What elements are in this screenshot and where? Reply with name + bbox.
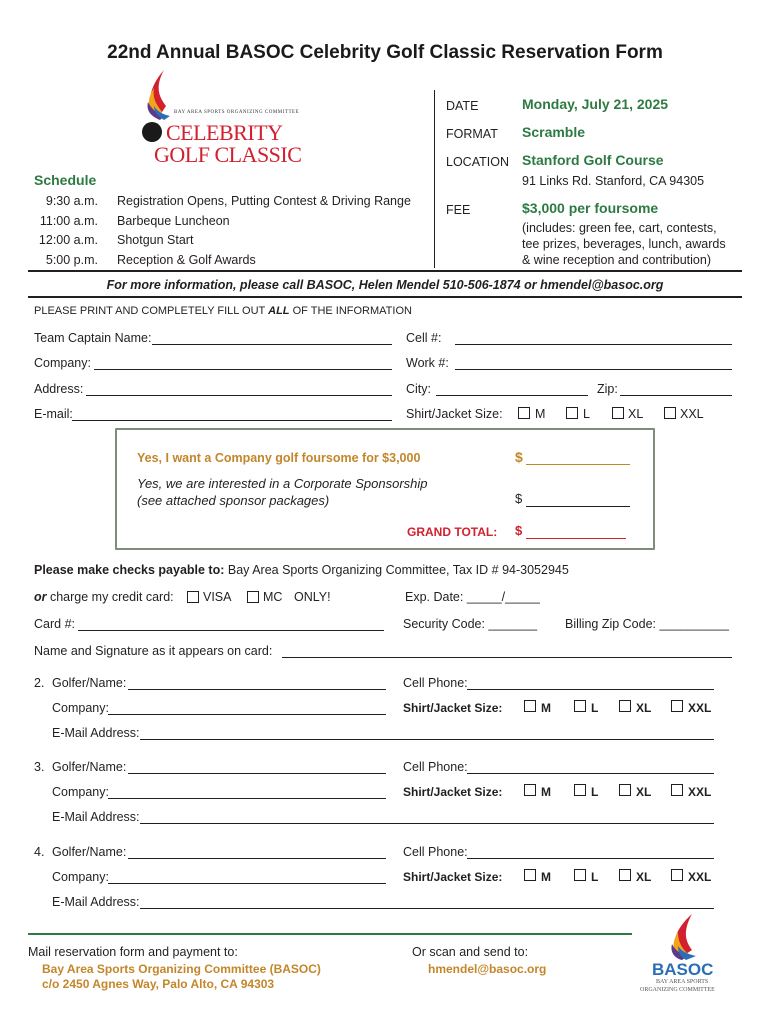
celebrity-golf-logo [136,66,316,170]
location-value: Stanford Golf Course [522,152,664,168]
name-signature-field[interactable] [282,657,732,658]
cell-label: Cell #: [406,331,442,345]
address-label: Address: [34,382,84,396]
schedule-time: 12:00 a.m. [38,233,98,247]
basoc-sub-1: BAY AREA SPORTS [656,979,709,985]
size-xxl-label: XXL [688,870,712,884]
size-xl-checkbox[interactable] [619,869,631,881]
golfer-email-label: E-Mail Address: [52,810,140,824]
captain-size-options [518,406,738,422]
cell-phone-label: Cell Phone: [403,760,468,774]
size-xl-label: XL [636,785,652,799]
checks-payable-value: Bay Area Sports Organizing Committee, Tax ID # 94-3052945 [227,563,569,577]
size-l-label: L [591,785,599,799]
size-m-label: M [541,870,551,884]
golfer-email-field[interactable] [140,739,714,740]
cell-phone-field[interactable] [467,773,714,774]
golfer-number: 2. [34,676,45,690]
sponsor-dollar: $ [515,491,523,506]
size-m-checkbox[interactable] [524,784,536,796]
size-m-label: M [541,785,551,799]
golfer-shirt-label: Shirt/Jacket Size: [403,701,503,715]
logo-line-1: CELEBRITY [166,120,283,145]
mc-label: MC [263,590,283,604]
golfer-number: 4. [34,845,45,859]
location-label: LOCATION [446,155,509,169]
city-label: City: [406,382,431,396]
golfer-company-field[interactable] [108,798,386,799]
charge-label: charge my credit card: [49,590,174,604]
company-label: Company: [34,356,91,370]
security-code: Security Code: _______ [403,617,538,631]
basoc-sub-2: ORGANIZING COMMITTEE [640,987,715,993]
instructions-all: ALL [268,305,290,317]
fee-value: $3,000 per foursome [522,200,659,216]
schedule-item [34,194,424,214]
vertical-divider [434,90,435,268]
golfer-name-label: Golfer/Name: [52,760,127,774]
email-field[interactable] [72,420,392,421]
golfer-name-field[interactable] [128,689,386,690]
golfer-email-label: E-Mail Address: [52,895,140,909]
name-signature-label: Name and Signature as it appears on card: [34,644,273,658]
card-number-label: Card #: [34,617,75,631]
schedule-item [34,214,424,234]
card-number-field[interactable] [78,630,384,631]
team-captain-field[interactable] [152,344,392,345]
golfer-block [0,760,770,830]
schedule-desc: Barbeque Luncheon [117,213,230,228]
cell-field[interactable] [455,344,732,345]
golfer-name-label: Golfer/Name: [52,676,127,690]
instructions-text-2: OF THE INFORMATION [292,305,412,317]
exp-date: Exp. Date: _____/_____ [405,590,540,604]
instructions [34,305,412,317]
format-label: FORMAT [446,127,498,141]
page-title: 22nd Annual BASOC Celebrity Golf Classic Reservation Form [107,42,663,63]
golfer-email-field[interactable] [140,908,714,909]
work-field[interactable] [455,369,732,370]
billing-zip: Billing Zip Code: __________ [565,617,730,631]
size-m-checkbox[interactable] [524,700,536,712]
cell-phone-label: Cell Phone: [403,676,468,690]
email-label: E-mail: [34,407,73,421]
golfer-block [0,845,770,915]
mail-org: Bay Area Sports Organizing Committee (BASOC) [42,962,321,976]
size-m-label: M [541,701,551,715]
foursome-amount-field[interactable] [526,464,630,465]
fee-note-3: & wine reception and contribution) [522,253,712,267]
golfer-email-label: E-Mail Address: [52,726,140,740]
size-l-label: L [583,407,590,421]
golfer-company-label: Company: [52,870,109,884]
size-xxl-label: XXL [688,785,712,799]
scan-email: hmendel@basoc.org [428,962,547,976]
logo-line-2: GOLF CLASSIC [154,142,302,167]
schedule-desc: Registration Opens, Putting Contest & Driving Range [117,194,411,208]
mail-label: Mail reservation form and payment to: [28,945,238,959]
only-label: ONLY! [294,590,331,604]
size-xxl-checkbox[interactable] [671,869,683,881]
instructions-text-1: PLEASE PRINT AND COMPLETELY FILL OUT [34,305,266,317]
size-m-label: M [535,407,546,421]
fee-label: FEE [446,203,471,217]
size-xxl-label: XXL [680,407,704,421]
mc-checkbox[interactable] [247,591,259,603]
date-value: Monday, July 21, 2025 [522,96,669,112]
cell-phone-label: Cell Phone: [403,845,468,859]
schedule-time: 9:30 a.m. [45,194,98,208]
sponsor-amount-field[interactable] [526,506,630,507]
size-l-checkbox[interactable] [574,784,586,796]
visa-checkbox[interactable] [187,591,199,603]
schedule-desc: Reception & Golf Awards [117,252,256,267]
mail-address: c/o 2450 Agnes Way, Palo Alto, CA 94303 [42,977,275,991]
size-l-label: L [591,870,599,884]
size-xl-checkbox[interactable] [612,407,624,419]
size-xxl-checkbox[interactable] [664,407,676,419]
flame-icon [666,912,706,962]
golfer-block [0,676,770,746]
grand-total-field[interactable] [526,538,626,539]
size-xxl-checkbox[interactable] [671,784,683,796]
size-l-checkbox[interactable] [566,407,578,419]
golfer-name-field[interactable] [128,858,386,859]
size-xl-checkbox[interactable] [619,700,631,712]
info-line: For more information, please call BASOC, Helen Mendel 510-506-1874 or hmendel@basoc.org [106,278,664,292]
golfer-number: 3. [34,760,45,774]
size-m-checkbox[interactable] [524,869,536,881]
scan-label: Or scan and send to: [412,945,529,959]
checks-payable-label: Please make checks payable to: [34,563,225,577]
golfer-company-label: Company: [52,701,109,715]
or-label: or [34,590,47,604]
zip-field[interactable] [620,395,732,396]
golfer-name-field[interactable] [128,773,386,774]
schedule-heading: Schedule [34,172,97,188]
size-l-checkbox[interactable] [574,700,586,712]
schedule-list [34,194,424,272]
basoc-wordmark: BASOC [652,960,714,979]
address-field[interactable] [86,395,392,396]
size-l-label: L [591,701,599,715]
schedule-time: 5:00 p.m. [45,252,98,267]
size-l-checkbox[interactable] [574,869,586,881]
size-xl-label: XL [636,701,652,715]
fee-note-2: tee prizes, beverages, lunch, awards [522,237,726,251]
work-label: Work #: [406,356,449,370]
grand-total-dollar: $ [515,523,523,538]
schedule-desc: Shotgun Start [117,233,194,247]
location-address: 91 Links Rd. Stanford, CA 94305 [522,174,705,188]
golfer-company-label: Company: [52,785,109,799]
checks-payable [34,563,569,577]
basoc-logo [636,912,736,996]
offer-box [115,428,655,550]
team-captain-label: Team Captain Name: [34,331,152,345]
event-details [446,96,746,271]
size-xl-checkbox[interactable] [619,784,631,796]
info-rule-top [28,270,742,272]
cell-phone-field[interactable] [467,858,714,859]
golfer-shirt-label: Shirt/Jacket Size: [403,785,503,799]
foursome-dollar: $ [515,449,523,465]
charge-card-row [34,590,174,604]
cell-phone-field[interactable] [467,689,714,690]
zip-label: Zip: [597,382,618,396]
shirt-size-label: Shirt/Jacket Size: [406,407,503,421]
format-value: Scramble [522,124,586,140]
footer-rule [28,933,632,935]
fee-note-1: (includes: green fee, cart, contests, [522,221,717,235]
foursome-offer: Yes, I want a Company golf foursome for $3,000 [137,451,421,465]
size-xxl-label: XXL [688,701,712,715]
visa-label: VISA [203,590,232,604]
schedule-time: 11:00 a.m. [39,213,98,228]
golf-ball-icon [142,122,162,142]
schedule-item [34,233,424,253]
golfer-company-field[interactable] [108,883,386,884]
company-field[interactable] [94,369,392,370]
logo-small-text: BAY AREA SPORTS ORGANIZING COMMITTEE [174,110,300,115]
size-xl-label: XL [628,407,644,421]
date-label: DATE [446,99,479,113]
sponsor-offer-1: Yes, we are interested in a Corporate Sponsorship [137,476,428,491]
sponsor-offer-2: (see attached sponsor packages) [137,493,330,508]
golfer-email-field[interactable] [140,823,714,824]
city-field[interactable] [436,395,588,396]
golfer-shirt-label: Shirt/Jacket Size: [403,870,503,884]
size-xl-label: XL [636,870,652,884]
grand-total-label: GRAND TOTAL: [407,525,498,539]
info-rule-bottom [28,296,742,298]
size-xxl-checkbox[interactable] [671,700,683,712]
golfer-name-label: Golfer/Name: [52,845,127,859]
size-m-checkbox[interactable] [518,407,530,419]
golfer-company-field[interactable] [108,714,386,715]
